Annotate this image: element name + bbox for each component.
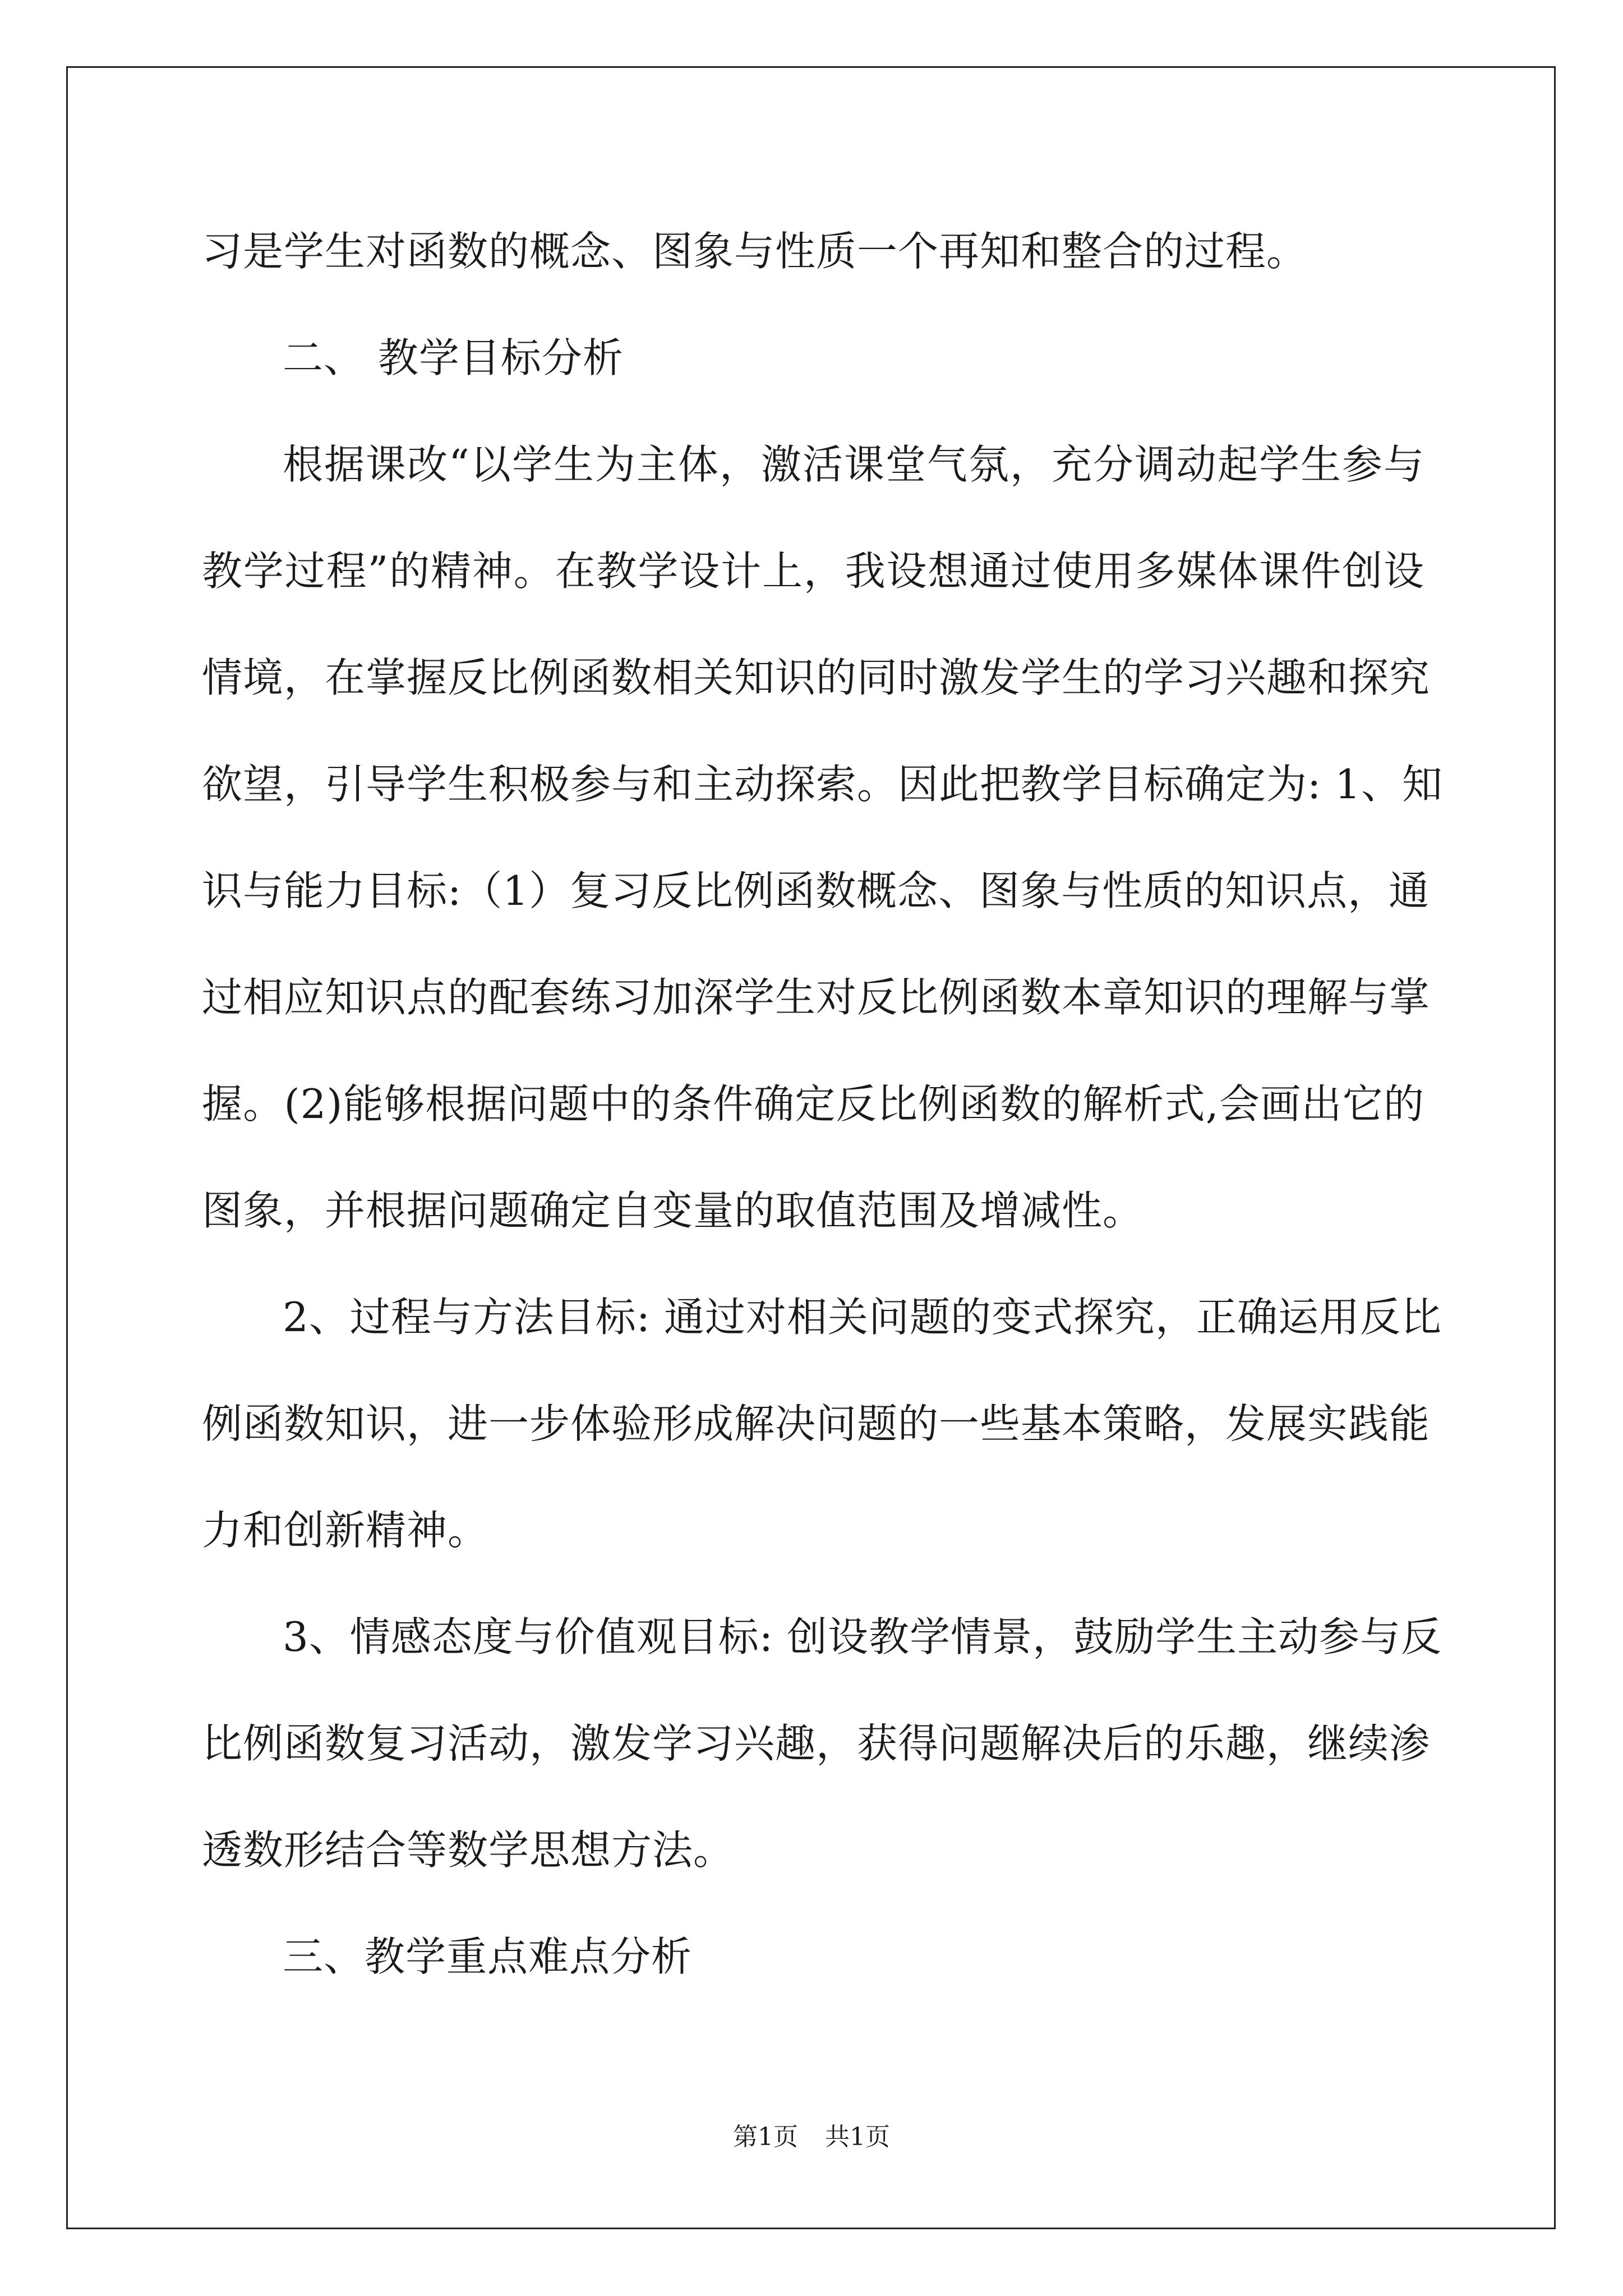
page-number: 第1页 <box>733 2123 798 2151</box>
text-line: 3、情感态度与价值观目标: 创设教学情景，鼓励学生主动参与反 <box>283 1613 1442 1660</box>
text-line: 教学过程”的精神。在教学设计上，我设想通过使用多媒体课件创设 <box>202 547 1424 595</box>
text-line: 根据课改“以学生为主体，激活课堂气氛，充分调动起学生参与 <box>283 441 1424 488</box>
text-line: 透数形结合等数学思想方法。 <box>202 1826 735 1874</box>
text-line: 比例函数复习活动，激发学习兴趣，获得问题解决后的乐趣，继续渗 <box>202 1720 1431 1767</box>
text-line: 力和创新精神。 <box>202 1507 489 1554</box>
text-line: 欲望，引导学生积极参与和主动探索。因此把教学目标确定为: 1、知 <box>202 761 1443 808</box>
text-line: 握。(2)能够根据问题中的条件确定反比例函数的解析式,会画出它的 <box>202 1080 1424 1128</box>
text-line: 识与能力目标:（1）复习反比例函数概念、图象与性质的知识点，通 <box>202 867 1430 914</box>
text-line: 例函数知识，进一步体验形成解决问题的一些基本策略，发展实践能 <box>202 1400 1431 1447</box>
text-line: 情境，在掌握反比例函数相关知识的同时激发学生的学习兴趣和探究 <box>202 654 1431 701</box>
text-line: 二、 教学目标分析 <box>283 334 624 381</box>
document-body <box>202 212 1443 2024</box>
page-footer <box>0 2120 1623 2154</box>
text-line: 三、教学重点难点分析 <box>283 1933 693 1980</box>
text-line: 习是学生对函数的概念、图象与性质一个再知和整合的过程。 <box>202 228 1308 275</box>
text-line: 2、过程与方法目标: 通过对相关问题的变式探究，正确运用反比 <box>283 1294 1442 1341</box>
page-total: 共1页 <box>825 2123 890 2151</box>
text-line: 图象，并根据问题确定自变量的取值范围及增减性。 <box>202 1187 1144 1234</box>
text-line: 过相应知识点的配套练习加深学生对反比例函数本章知识的理解与掌 <box>202 974 1431 1021</box>
